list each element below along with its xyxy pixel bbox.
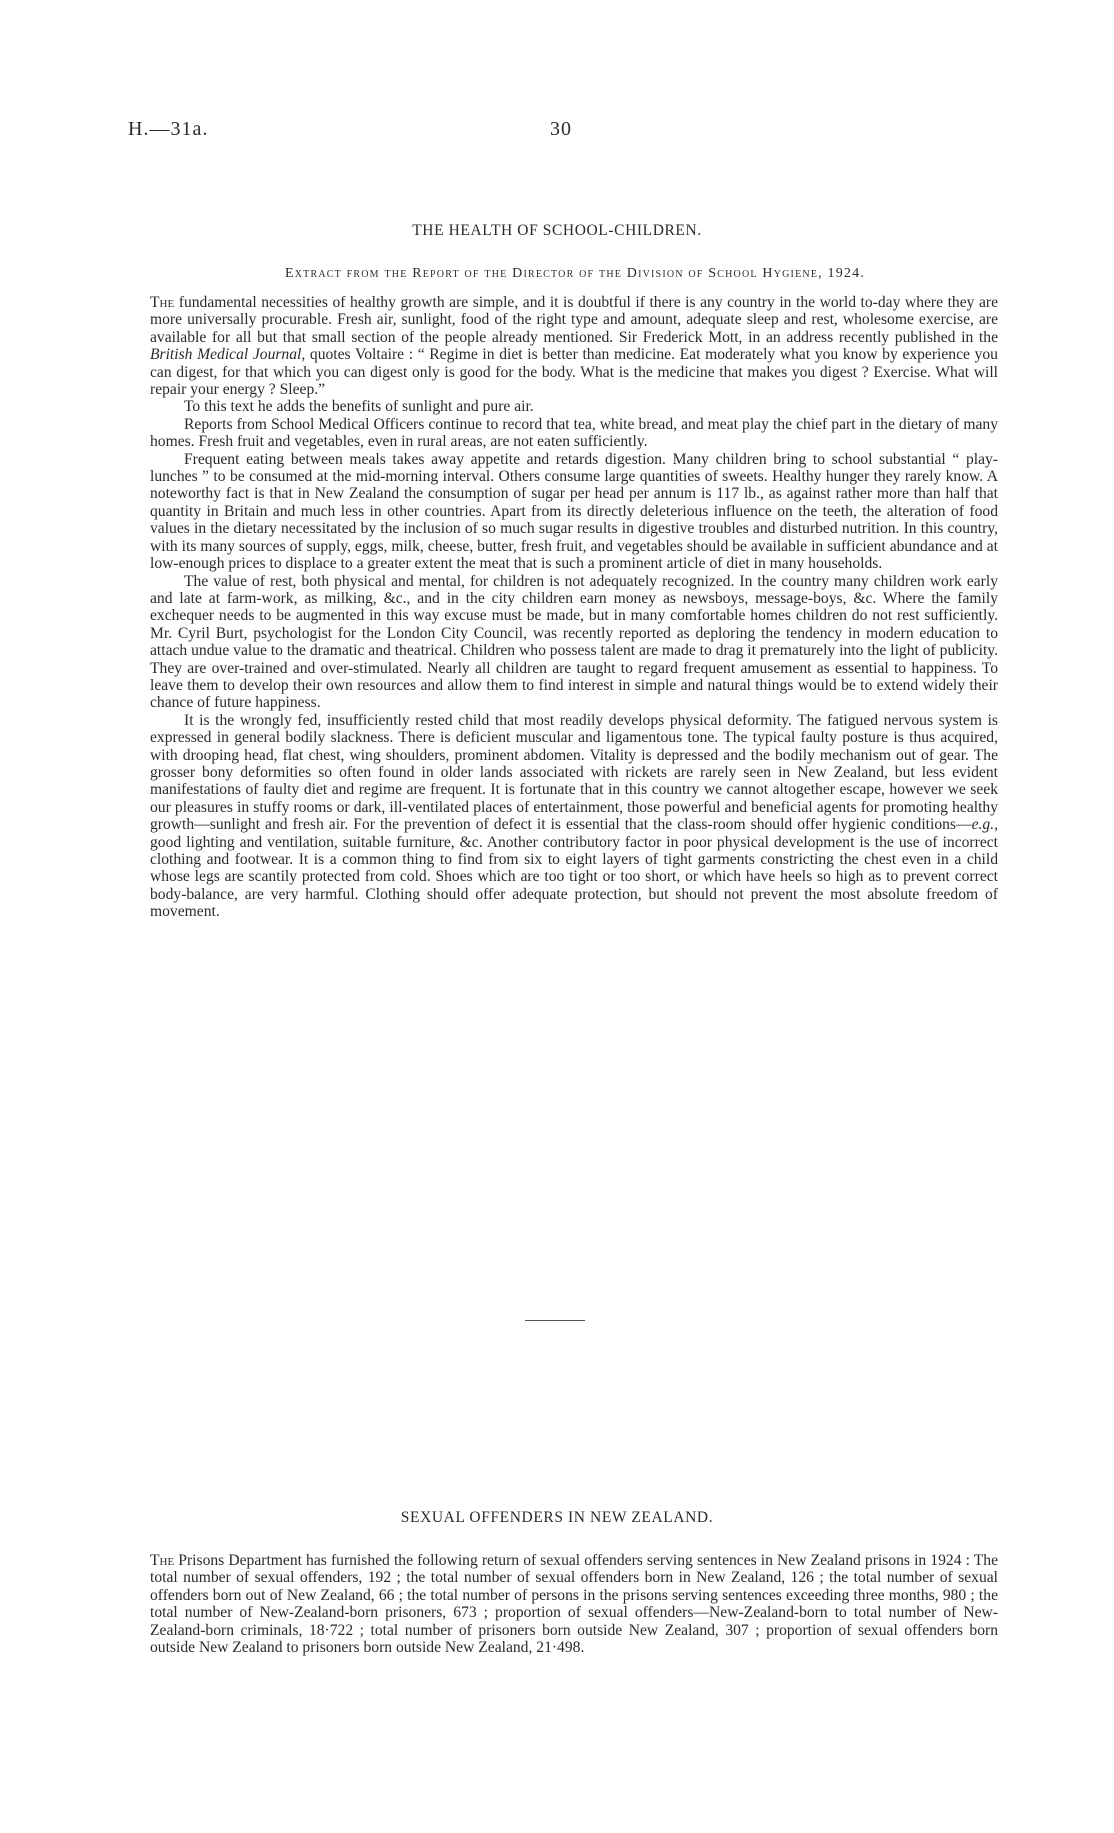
paragraph xyxy=(150,1552,998,1656)
paragraph-text: It is the wrongly fed, insufficiently rested child that most readily develops physical deformity. The fatigued nervous system is expressed in general bodily slackness. There is deficient muscular and ligamentous tone. The typical faulty posture is thus acquired, with drooping head, flat chest, wing shoulders, prominent abdomen. Vitality is depressed and the bodily mechanism out of gear. The grosser bony deformities so often found in older lands associated with rickets are rarely seen in New Zealand, but less evident manifestations of faulty diet and regime are frequent. It is fortunate that in this country we cannot altogether escape, however we seek our pleasures in stuffy rooms or dark, ill-ventilated places of entertainment, those powerful and beneficial agents for promoting healthy growth—sunlight and fresh air. For the prevention of defect it is essential that the class-room should offer hygienic conditions— xyxy=(150,711,998,834)
paragraph: The value of rest, both physical and mental, for children is not adequately recognized. In the country many children work early and late at farm-work, as milking, &c., and in the city children earn money as newsboys, message-boys, &c. Where the family exchequer needs to be augmented in this way excuse must be made, but in many comfortable homes children do not rest sufficiently. Mr. Cyril Burt, psychologist for the London City Council, was recently reported as deploring the tendency in modern education to attach undue value to the dramatic and theatrical. Children who possess talent are made to drag it prematurely into the light of publicity. They are over-trained and over-stimulated. Nearly all children are taught to regard frequent amusement as essential to happiness. To leave them to develop their own resources and allow them to find interest in simple and natural things would be to extend widely their chance of future happiness. xyxy=(150,572,998,712)
section-title-offenders: SEXUAL OFFENDERS IN NEW ZEALAND. xyxy=(400,1509,714,1526)
abbreviation: e.g., xyxy=(971,816,998,834)
paragraph-text: Prisons Department has furnished the following return of sexual offenders serving sentences in New Zealand prisons in 1924 : The total number of sexual offenders, 192 ; the total number of sexual offenders born in New Zealand, 126 ; the total number of sexual offenders born out of New Zealand, 66 ; the total number of persons in the prisons serving sentences exceeding three months, 980 ; the total number of New-Zealand-born prisoners, 673 ; proportion of sexual offenders—New-Zealand-born to total number of New-Zealand-born criminals, 18·722 ; total number of prisoners born outside New Zealand, 307 ; proportion of sexual offenders born outside New Zealand to prisoners born outside New Zealand, 21·498. xyxy=(150,1552,998,1657)
document-reference: H.—31a. xyxy=(128,118,209,140)
paragraph xyxy=(150,712,998,921)
page-number: 30 xyxy=(550,118,572,140)
section-title-health: THE HEALTH OF SCHOOL-CHILDREN. xyxy=(412,222,702,239)
paragraph: Reports from School Medical Officers continue to record that tea, white bread, and meat play the chief part in the dietary of many homes. Fresh fruit and vegetables, even in rural areas, are not eaten sufficiently. xyxy=(150,415,998,451)
section-body-health xyxy=(150,294,998,921)
lead-word: The xyxy=(150,294,175,311)
paragraph-text: quotes Voltaire : “ Regime in diet is better than medicine. Eat moderately what you know by experience you can digest, for that which you can digest only is good for the body. What is the medicine that makes you digest ? Exercise. What will repair your energy ? Sleep.” xyxy=(150,346,998,399)
paragraph-text: fundamental necessities of healthy growth are simple, and it is doubtful if there is any country in the world to-day where they are more universally procurable. Fresh air, sunlight, food of the right type and amount, adequate sleep and rest, wholesome exercise, are available for all but that small section of the people already mentioned. Sir Frederick Mott, in an address recently published in the xyxy=(150,294,998,346)
section-divider xyxy=(525,1320,585,1321)
section-body-offenders xyxy=(150,1552,998,1656)
journal-title: British Medical Journal, xyxy=(150,346,306,364)
paragraph: To this text he adds the benefits of sunlight and pure air. xyxy=(184,398,534,416)
paragraph: Frequent eating between meals takes away appetite and retards digestion. Many children bring to school substantial “ play-lunches ” to be consumed at the mid-morning interval. Others consume large quantities of sweets. Healthy hunger they rarely know. A noteworthy fact is that in New Zealand the consumption of sugar per head per annum is 117 lb., as against rather more than half that quantity in Britain and much less in other countries. Apart from its directly deleterious influence on the teeth, the alteration of food values in the dietary necessitated by the inclusion of so much sugar results in digestive troubles and disturbed nutrition. In this country, with its many sources of supply, eggs, milk, cheese, butter, fresh fruit, and vegetables should be available in sufficient abundance and at low-enough prices to displace to a greater extent the meat that is such a prominent article of diet in many households. xyxy=(150,450,998,573)
paragraph xyxy=(150,294,998,398)
section-subtitle-extract: Extract from the Report of the Director of the Division of School Hygiene, 1924. xyxy=(284,266,866,281)
paragraph-text: good lighting and ventilation, suitable furniture, &c. Another contributory factor in poor physical development is the use of incorrect clothing and footwear. It is a common thing to find from six to eight layers of tight garments constricting the chest even in a child whose legs are scantily protected from cold. Shoes which are too tight or too short, or which have heels so high as to prevent correct body-balance, are very harmful. Clothing should offer adequate protection, but should not prevent the most absolute freedom of movement. xyxy=(150,833,998,921)
lead-word: The xyxy=(150,1552,175,1569)
